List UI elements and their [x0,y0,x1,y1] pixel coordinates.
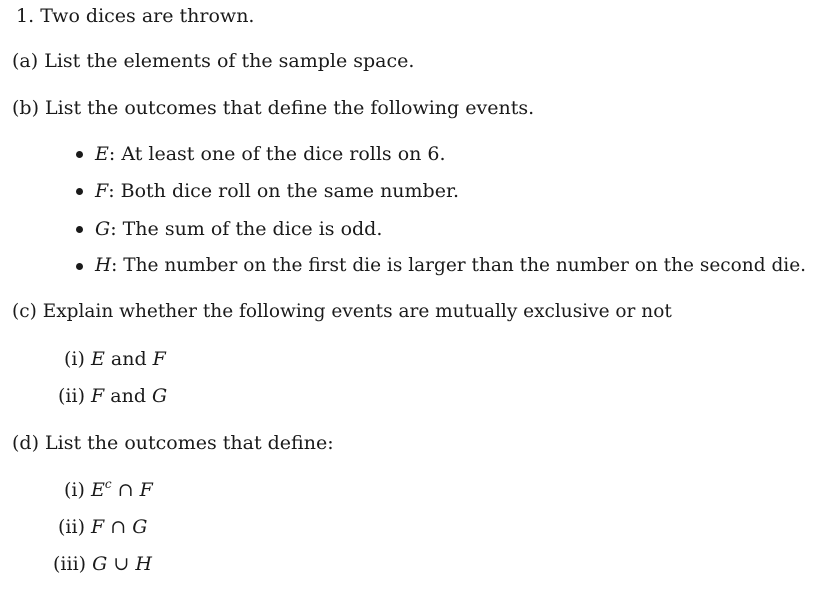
item-set-a: G [92,553,108,575]
event-text: : Both dice roll on the same number. [108,180,460,202]
part-a [12,49,414,73]
item-conj: and [110,348,147,370]
event-text: : At least one of the dice rolls on 6. [108,143,446,165]
set-operator: ∩ [117,479,134,501]
complement-superscript: c [104,477,112,491]
part-b [12,96,534,120]
part-c [12,300,672,324]
item-event-a: E [90,348,105,370]
part-b-label: (b) [12,97,39,119]
part-b-text: List the outcomes that define the following events. [45,97,535,119]
item-label: (ii) [58,516,85,538]
question-title: Two dices are thrown. [40,5,255,27]
item-event-a: F [91,385,105,407]
part-d-text: List the outcomes that define: [45,432,334,454]
bullet-icon [76,151,83,158]
event-f [95,179,459,203]
item-label: (i) [64,348,85,370]
event-e [95,142,446,166]
event-text: : The number on the first die is larger than the number on the second die. [111,255,807,276]
part-c-item [64,347,166,371]
part-d-label: (d) [12,432,39,454]
question-number: 1. [16,5,35,27]
part-d [12,431,334,455]
item-label: (iii) [53,553,87,575]
part-c-text: Explain whether the following events are mutually exclusive or not [42,301,672,322]
item-set-b: G [132,516,148,538]
item-set-a: E [90,479,105,501]
question-header [16,4,254,28]
part-c-label: (c) [12,301,37,322]
part-d-item [64,478,153,502]
event-symbol: E [95,143,109,165]
item-set-a: F [91,516,105,538]
item-event-b: F [152,348,166,370]
event-symbol: G [95,218,111,240]
part-a-text: List the elements of the sample space. [44,50,415,72]
part-d-item [58,515,147,539]
set-operator: ∩ [110,516,127,538]
item-label: (ii) [58,385,85,407]
part-a-label: (a) [12,50,39,72]
event-g [95,217,382,241]
item-event-b: G [152,385,168,407]
event-symbol: H [95,255,112,276]
item-conj: and [110,385,146,407]
event-symbol: F [95,180,109,202]
event-text: : The sum of the dice is odd. [110,218,383,240]
item-label: (i) [64,479,85,501]
bullet-icon [76,263,83,270]
event-h [95,254,806,278]
part-c-item [58,384,167,408]
set-operator: ∪ [113,553,130,575]
bullet-icon [76,188,83,195]
item-set-b: H [135,553,152,575]
bullet-icon [76,226,83,233]
part-d-item [53,552,152,576]
item-set-b: F [139,479,153,501]
